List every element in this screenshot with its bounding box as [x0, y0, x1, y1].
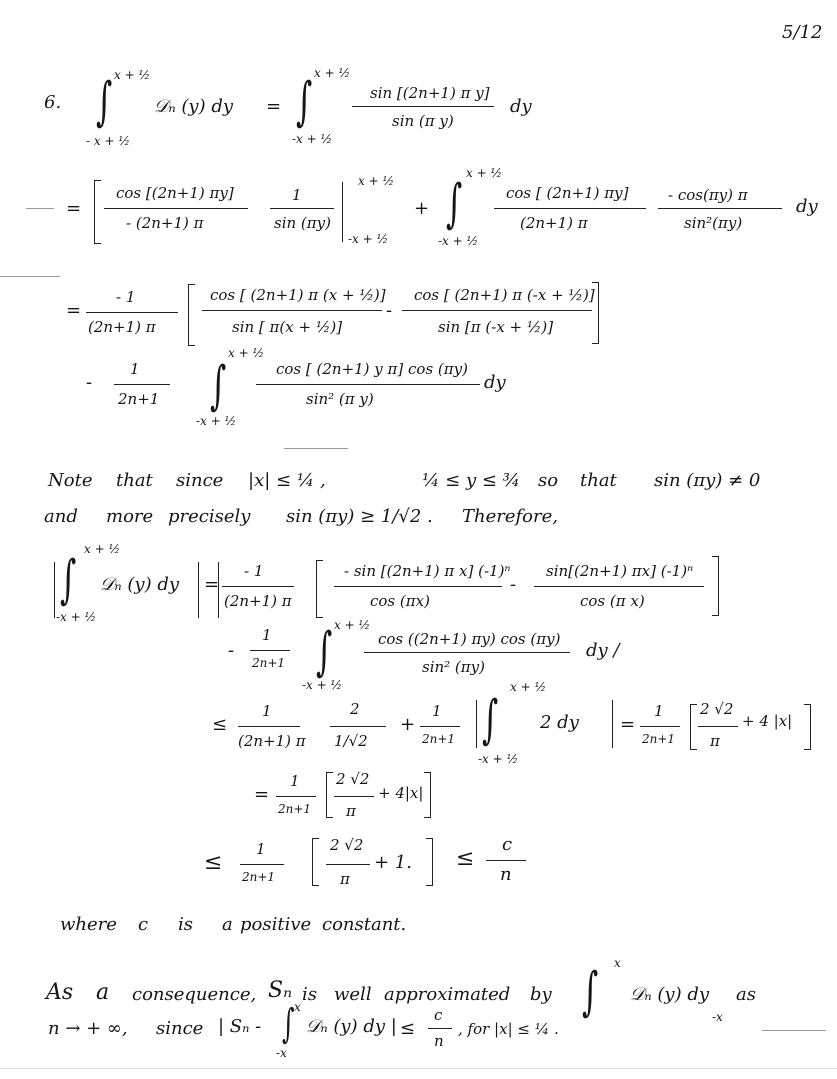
inequality: |x| ≤ ¼ , [248, 470, 326, 491]
text-word: Therefore, [462, 506, 558, 527]
plus-sign: + [400, 714, 416, 735]
fraction-bar [104, 208, 248, 209]
upper-limit: x + ½ [84, 542, 121, 556]
fraction-numerator: 2 √2 [700, 700, 734, 718]
lower-limit: -x [276, 1046, 287, 1060]
fraction-numerator: 2 √2 [330, 836, 364, 854]
item-number: 6. [44, 92, 62, 113]
fraction-numerator: 1 [262, 626, 272, 644]
fraction-numerator: cos [(2n+1) πy] [116, 184, 234, 202]
left-bracket [188, 284, 195, 346]
fraction-denominator: (2n+1) π [238, 732, 306, 750]
fraction-denominator: cos (π x) [580, 592, 645, 610]
upper-limit: x + ½ [466, 166, 503, 180]
text-word: where [60, 914, 117, 935]
integral-sign: ∫ [282, 1001, 295, 1047]
fraction-denominator: sin² (πy) [422, 658, 485, 676]
fraction-numerator: 1 [130, 360, 140, 378]
fraction-tail: + 4|x| [378, 784, 424, 802]
minus-sign: - [386, 300, 393, 321]
margin-mark [762, 1030, 826, 1031]
expression: | Sₙ - [218, 1016, 262, 1037]
inequality: sin (πy) ≠ 0 [654, 470, 761, 491]
integral-sign: ∫ [446, 174, 463, 234]
text-word: that [116, 470, 153, 491]
equals-sign: = [266, 96, 282, 117]
text-word: As [46, 980, 74, 1005]
margin-mark [0, 276, 60, 277]
fraction-bar [270, 208, 334, 209]
fraction-denominator: 2n+1 [422, 732, 456, 746]
fraction-numerator: - sin [(2n+1) π x] (-1)ⁿ [344, 562, 511, 580]
fraction-bar [114, 384, 170, 385]
integrand: 2 dy [540, 712, 579, 733]
fraction-denominator: (2n+1) π [88, 318, 156, 336]
condition: , for |x| ≤ ¼ . [458, 1020, 559, 1038]
integrand: 𝒟ₙ (y) dy [154, 96, 234, 117]
fraction-bar [256, 384, 480, 385]
scan-edge [0, 1068, 837, 1069]
fraction-numerator: cos [ (2n+1) π (x + ½)] [210, 286, 386, 304]
absolute-bar [198, 562, 199, 618]
integral-sign: ∫ [96, 72, 113, 132]
fraction-bar [330, 726, 386, 727]
fraction-bar [202, 310, 382, 311]
fraction-numerator: 2 [350, 700, 360, 718]
fraction-denominator: sin [ π(x + ½)] [232, 318, 343, 336]
fraction-bar [334, 586, 502, 587]
margin-mark [284, 448, 348, 449]
lower-limit: -x + ½ [438, 234, 479, 248]
lower-limit: -x + ½ [196, 414, 237, 428]
fraction-bar [534, 586, 704, 587]
fraction-denominator: 2n+1 [278, 802, 312, 816]
fraction-numerator: 1 [290, 772, 300, 790]
minus-sign: - [510, 574, 517, 595]
integral-sign: ∫ [582, 962, 599, 1022]
differential: dy [484, 372, 506, 393]
differential: dy / [586, 640, 620, 661]
fraction-denominator: sin²(πy) [684, 214, 743, 232]
fraction-numerator: 1 [432, 702, 442, 720]
leq-sign: ≤ [204, 850, 223, 875]
equals-sign: = [66, 198, 82, 219]
fraction-bar [326, 864, 370, 865]
equals-sign: = [66, 300, 82, 321]
right-bracket [592, 282, 599, 344]
text-word: more [106, 506, 154, 527]
text-word: constant. [322, 914, 407, 935]
fraction-numerator: 1 [292, 186, 302, 204]
lower-limit: -x + ½ [478, 752, 519, 766]
fraction-numerator: cos ((2n+1) πy) cos (πy) [378, 630, 561, 648]
fraction-bar [240, 864, 284, 865]
left-bracket [94, 180, 101, 244]
text-word: well [334, 984, 372, 1005]
right-bracket [804, 704, 811, 750]
lower-limit: -x + ½ [302, 678, 343, 692]
fraction-bar [698, 726, 738, 727]
integral-sign: ∫ [316, 622, 333, 682]
right-bracket [712, 556, 719, 616]
integral-sign: ∫ [60, 550, 77, 610]
absolute-bar [54, 562, 55, 618]
fraction-numerator: sin[(2n+1) πx] (-1)ⁿ [546, 562, 694, 580]
fraction-denominator: 2n+1 [642, 732, 676, 746]
fraction-bar [238, 726, 300, 727]
fraction-denominator: cos (πx) [370, 592, 430, 610]
fraction-numerator: cos [ (2n+1) πy] [506, 184, 629, 202]
fraction-tail: + 4 |x| [742, 712, 793, 730]
text-word: consequence, [132, 984, 257, 1005]
fraction-bar [364, 652, 570, 653]
upper-limit: x [294, 1000, 301, 1014]
equals-sign: = [620, 714, 636, 735]
minus-sign: - [86, 372, 93, 393]
lower-limit: -x + ½ [348, 232, 389, 246]
fraction-bar [86, 312, 178, 313]
text-word: a [96, 980, 110, 1005]
integral-sign: ∫ [296, 72, 313, 132]
fraction-numerator: cos [ (2n+1) y π] cos (πy) [276, 360, 468, 378]
text-word: since [176, 470, 224, 491]
differential: dy [510, 96, 532, 117]
symbol-Sn: Sₙ [268, 978, 292, 1003]
fraction-bar [402, 310, 592, 311]
minus-sign: - [228, 640, 235, 661]
text-word: a [222, 914, 233, 935]
integral-sign: ∫ [482, 690, 499, 750]
upper-limit: x + ½ [334, 618, 371, 632]
upper-limit: x [614, 956, 621, 970]
fraction-denominator: π [346, 802, 356, 820]
left-bracket [326, 772, 333, 818]
leq-sign: ≤ [400, 1018, 416, 1039]
left-bracket [316, 560, 323, 618]
fraction-numerator: - 1 [116, 288, 136, 306]
equals-sign: = [254, 784, 270, 805]
lower-limit: - x + ½ [86, 134, 130, 148]
leq-sign: ≤ [456, 846, 475, 871]
text-word: c [138, 914, 149, 935]
absolute-bar [476, 700, 477, 748]
fraction-numerator: 1 [654, 702, 664, 720]
lower-limit: -x [712, 1010, 723, 1024]
margin-mark [26, 208, 54, 209]
fraction-denominator: sin [π (-x + ½)] [438, 318, 554, 336]
fraction-denominator: (2n+1) π [224, 592, 292, 610]
fraction-bar [640, 726, 680, 727]
fraction-denominator: n [434, 1032, 444, 1050]
equals-sign: = [204, 574, 220, 595]
text-word: Note [48, 470, 93, 491]
fraction-tail: + 1. [374, 852, 412, 873]
right-bracket [424, 772, 431, 818]
fraction-denominator: (2n+1) π [520, 214, 588, 232]
integrand: 𝒟ₙ (y) dy [100, 574, 180, 595]
evaluation-bar [342, 182, 343, 242]
fraction-denominator: n [500, 864, 512, 885]
leq-sign: ≤ [212, 714, 228, 735]
inequality: ¼ ≤ y ≤ ¾ [422, 470, 521, 491]
text-word: is [302, 984, 317, 1005]
fraction-bar [222, 586, 294, 587]
fraction-denominator: 1/√2 [334, 732, 368, 750]
text-word: approximated [384, 984, 511, 1005]
upper-limit: x + ½ [314, 66, 351, 80]
fraction-denominator: sin (π y) [392, 112, 454, 130]
page-number: 5/12 [782, 22, 823, 43]
integrand: 𝒟ₙ (y) dy [630, 984, 710, 1005]
fraction-bar [494, 208, 646, 209]
left-bracket [312, 838, 319, 886]
fraction-denominator: - (2n+1) π [126, 214, 204, 232]
fraction-bar [352, 106, 494, 107]
text-word: since [156, 1018, 204, 1039]
limit-expression: n → + ∞, [48, 1018, 128, 1039]
absolute-bar [218, 562, 219, 618]
fraction-numerator: cos [ (2n+1) π (-x + ½)] [414, 286, 595, 304]
right-bracket [426, 838, 433, 886]
fraction-numerator: sin [(2n+1) π y] [370, 84, 490, 102]
fraction-numerator: 1 [262, 702, 272, 720]
fraction-denominator: 2n+1 [242, 870, 276, 884]
text-word: so [538, 470, 559, 491]
integral-sign: ∫ [210, 356, 227, 416]
text-word: that [580, 470, 617, 491]
fraction-denominator: π [340, 870, 350, 888]
lower-limit: -x + ½ [292, 132, 333, 146]
upper-limit: x + ½ [114, 68, 151, 82]
fraction-bar [420, 726, 460, 727]
fraction-denominator: π [710, 732, 720, 750]
upper-limit: x + ½ [510, 680, 547, 694]
text-word: as [736, 984, 756, 1005]
fraction-numerator: - cos(πy) π [668, 186, 748, 204]
differential: dy [796, 196, 818, 217]
fraction-denominator: sin² (π y) [306, 390, 374, 408]
fraction-denominator: 2n+1 [252, 656, 286, 670]
fraction-numerator: c [502, 834, 513, 855]
fraction-bar [334, 796, 374, 797]
plus-sign: + [414, 198, 430, 219]
text-word: positive [240, 914, 312, 935]
text-word: by [530, 984, 552, 1005]
fraction-bar [276, 796, 316, 797]
fraction-bar [250, 650, 290, 651]
fraction-denominator: sin (πy) [274, 214, 331, 232]
left-bracket [690, 704, 697, 750]
fraction-numerator: - 1 [244, 562, 264, 580]
integrand: 𝒟ₙ (y) dy | [306, 1016, 397, 1037]
fraction-bar [658, 208, 782, 209]
upper-limit: x + ½ [228, 346, 265, 360]
text-word: precisely [168, 506, 251, 527]
inequality: sin (πy) ≥ 1/√2 . [286, 506, 433, 527]
absolute-bar [612, 700, 613, 748]
fraction-numerator: 2 √2 [336, 770, 370, 788]
upper-limit: x + ½ [358, 174, 395, 188]
fraction-bar [486, 860, 526, 861]
fraction-denominator: 2n+1 [118, 390, 160, 408]
fraction-numerator: c [434, 1006, 443, 1024]
text-word: and [44, 506, 78, 527]
fraction-numerator: 1 [256, 840, 266, 858]
text-word: is [178, 914, 193, 935]
lower-limit: -x + ½ [56, 610, 97, 624]
fraction-bar [428, 1028, 452, 1029]
